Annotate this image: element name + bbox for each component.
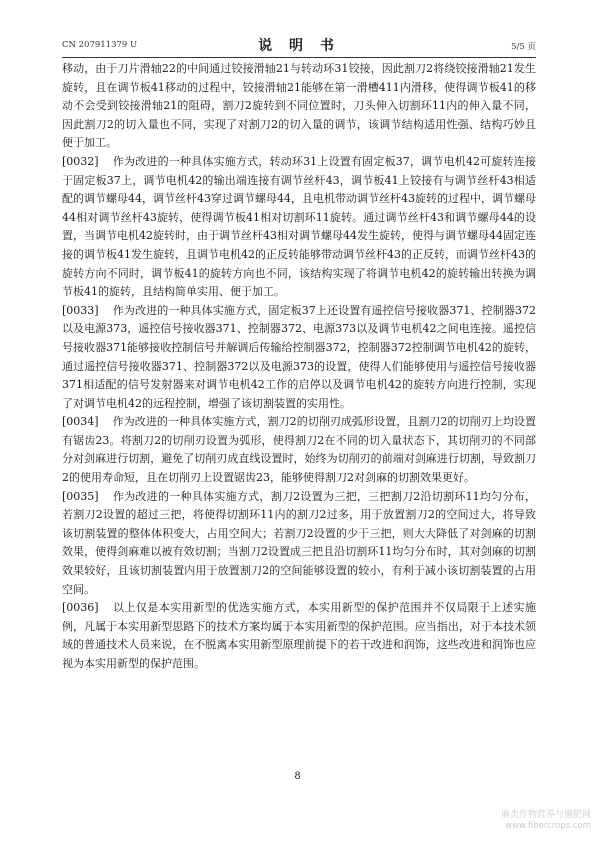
paragraph-number: [0036] bbox=[62, 601, 99, 615]
paragraph-0032 bbox=[62, 153, 536, 302]
paragraph-number: [0032] bbox=[62, 154, 99, 168]
page-header bbox=[62, 35, 536, 58]
patent-number: CN 207911379 U bbox=[62, 40, 138, 50]
paragraph-text: 作为改进的一种具体实施方式，割刀2设置为三把，三把割刀2沿切割环11均匀分布，若割刀2设置的超过三把，将使得切割环11内的割刀2过多，用于放置割刀2的空间过大，将导致该切割装置的整体体积变大，占用空间大；若割刀2设置的少于三把，则大大降低了对剑麻的切割效果，使得剑麻难以被有效切割；当割刀2设置成三把且沿切割环11均匀分布时，其对剑麻的切割效果较好，且该切割装置内用于放置割刀2的空间能够设置的较小，有利于减小该切割装置的占用空间。 bbox=[62, 489, 536, 596]
paragraph-text: 以上仅是本实用新型的优选实施方式，本实用新型的保护范围并不仅局限于上述实施例，凡属于本实用新型思路下的技术方案均属于本实用新型的保护范围。应当指出，对于本技术领域的普通技术人员来说，在不脱离本实用新型原理前提下的若干改进和润饰，这些改进和润饰也应视为本实用新型的保护范围。 bbox=[62, 601, 536, 670]
paragraph-text: 移动，由于刀片滑轴22的中间通过铰接滑轴21与转动环31铰接，因此割刀2将绕铰接滑轴21发生旋转，且在调节板41移动的过程中，铰接滑轴21能够在第一滑槽411内滑移，使得调节板41的移动不会受到铰接滑轴21的阻碍，割刀2旋转到不同位置时，刀头伸入切割环11内的伸入量不同，因此割刀2的切入量也不同，实现了对割刀2的切入量的调节，该调节结构适用性强、结构巧妙且便于加工。 bbox=[62, 62, 536, 150]
paragraph-text: 作为改进的一种具体实施方式，转动环31上设置有固定板37，调节电机42可旋转连接于固定板37上，调节电机42的输出端连接有调节丝杆43，调节板41上铰接有与调节丝杆43相适配的调节螺母44，调节丝杆43穿过调节螺母44，且电机带动调节丝杆43旋转的过程中，调节螺母44相对调节丝杆43旋转，使得调节板41相对切割环11旋转。通过调节丝杆43和调节螺母44的设置，当调节电机42旋转时，由于调节丝杆43相对调节螺母44发生旋转，使得与调节螺母44固定连接的调节板41发生旋转，且调节电机42的正反转能够带动调节丝杆43的正反转，而调节丝杆43的旋转方向不同时，调节板41的旋转方向也不同，该结构实现了将调节电机42的旋转输出转换为调节板41的旋转，且结构简单实用、便于加工。 bbox=[62, 154, 536, 299]
paragraph-0035 bbox=[62, 488, 536, 600]
page-indicator: 5/5 页 bbox=[511, 42, 536, 52]
paragraph-continuation bbox=[62, 60, 536, 153]
watermark-url: www.fibercrops.com bbox=[505, 821, 591, 831]
watermark-title: 麻类作物营养与施肥网 bbox=[500, 810, 591, 820]
site-watermark bbox=[466, 810, 591, 832]
paragraph-0036 bbox=[62, 599, 536, 673]
paragraph-0033 bbox=[62, 302, 536, 414]
paragraph-text: 作为改进的一种具体实施方式，固定板37上还设置有遥控信号接收器371、控制器372以及电源373，遥控信号接收器371、控制器372、电源373以及调节电机42之间电连接。遥控信号接收器371能够接收控制信号并解调后传输给控制器372，控制器372控制调节电机42的旋转，通过遥控信号接收器371、控制器372以及电源373的设置，使得人们能够使用与遥控信号接收器371相适配的信号发射器来对调节电机42工作的启停以及调节电机42的旋转方向进行控制，实现了对调节电机42的远程控制，增强了该切割装置的实用性。 bbox=[62, 303, 536, 410]
paragraph-text: 作为改进的一种具体实施方式，割刀2的切削刃成弧形设置，且割刀2的切削刃上均设置有锯齿23。将割刀2的切削刃设置为弧形，使得割刀2在不同的切入量状态下，其切削刃的不同部分对剑麻进行切割，避免了切削刃成直线设置时，始终为切削刃的前端对剑麻进行切割，导致割刀2的使用寿命短，且在切削刃上设置锯齿23，能够使得割刀2对剑麻的切割效果更好。 bbox=[62, 415, 536, 485]
paragraph-0034 bbox=[62, 413, 536, 487]
paragraph-number: [0033] bbox=[62, 303, 99, 317]
page-number: 8 bbox=[294, 771, 301, 782]
paragraph-number: [0034] bbox=[62, 415, 99, 429]
paragraph-number: [0035] bbox=[62, 489, 99, 503]
document-title: 说 明 书 bbox=[258, 38, 340, 54]
document-body bbox=[62, 60, 536, 674]
